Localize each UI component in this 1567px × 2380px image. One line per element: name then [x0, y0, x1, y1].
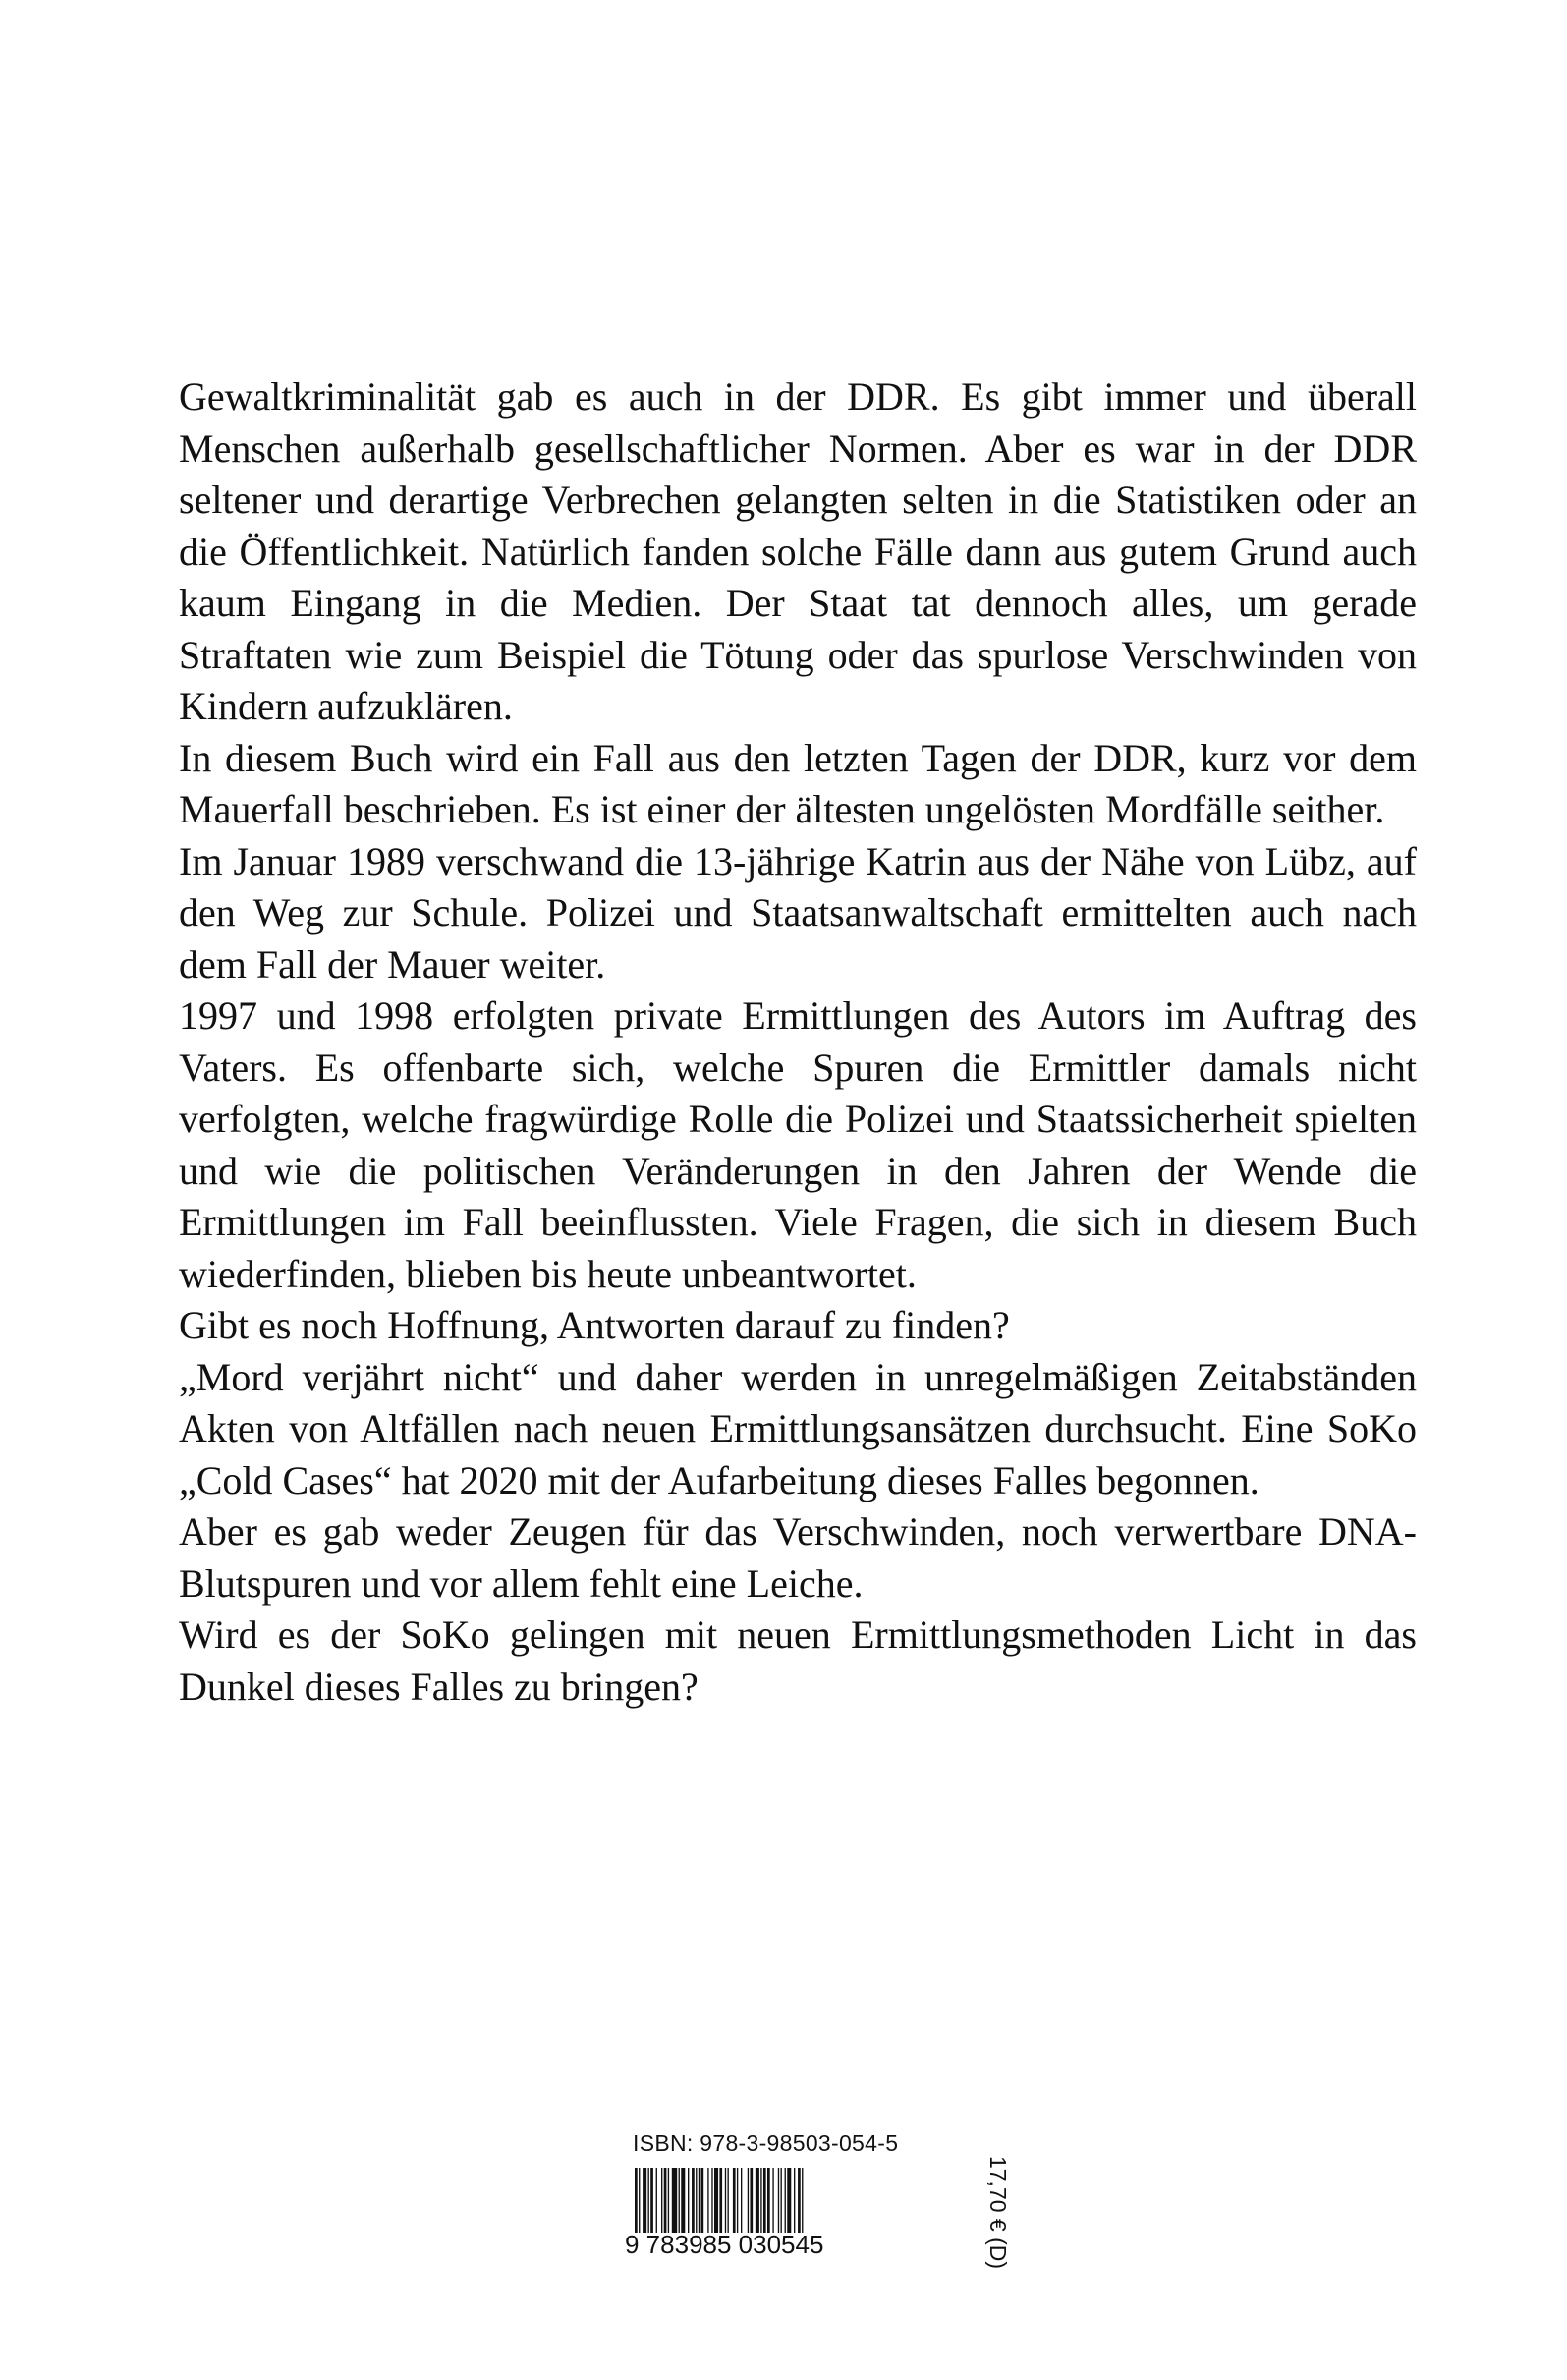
barcode-bar — [650, 2168, 653, 2233]
barcode-bar — [688, 2168, 689, 2233]
barcode-bar — [756, 2168, 759, 2233]
barcode-bar — [725, 2168, 726, 2233]
barcode-bar — [794, 2168, 795, 2233]
blurb-paragraph-3: Im Januar 1989 verschwand die 13-jährige Katrin aus der Nähe von Lübz, auf den Weg zur Schule. Polizei und Staatsanwaltschaft ermittelten auch nach dem Fall der Mauer weiter. — [179, 838, 1417, 987]
barcode-bar — [763, 2168, 766, 2233]
barcode-bar — [760, 2168, 761, 2233]
barcode-bar — [643, 2168, 646, 2233]
barcode-bar — [672, 2168, 677, 2233]
barcode-bar — [714, 2168, 718, 2233]
blurb-paragraph-4: 1997 und 1998 erfolgten private Ermittlungen des Autors im Auftrag des Vaters. Es offenbarte sich, welche Spuren die Ermittler damals nicht verfolgten, welche fragwürdige Rolle die Polizei und Staatssicherheit spielten und wie die politischen Veränderungen in den Jahren der Wende die Ermittlungen im Fall beeinflussten. Viele Fragen, die sich in diesem Buch wiederfinden, blieben bis heute unbeantwortet. — [179, 993, 1417, 1296]
barcode-bar — [787, 2168, 791, 2233]
barcode-bar — [733, 2168, 736, 2233]
barcode-bar — [707, 2168, 708, 2233]
barcode-bar — [696, 2168, 697, 2233]
barcode-bar — [748, 2168, 749, 2233]
barcode-bar — [699, 2168, 700, 2233]
barcode-bar — [778, 2168, 779, 2233]
barcode-bar — [661, 2168, 662, 2233]
barcode-bar — [679, 2168, 680, 2233]
barcode-bar — [785, 2168, 786, 2233]
barcode-bar — [701, 2168, 704, 2233]
barcode-bar — [737, 2168, 738, 2233]
barcode-bar — [767, 2168, 770, 2233]
barcode-bar — [750, 2168, 753, 2233]
isbn-barcode-block — [625, 2130, 949, 2278]
blurb-paragraph-8: Wird es der SoKo gelingen mit neuen Ermittlungsmethoden Licht in das Dunkel dieses Falles zu bringen? — [179, 1613, 1417, 1709]
barcode-bar — [656, 2168, 657, 2233]
barcode-bar — [692, 2168, 695, 2233]
barcode-bar — [711, 2168, 712, 2233]
barcode-bar — [798, 2168, 801, 2233]
barcode-bar — [728, 2168, 729, 2233]
barcode-bar — [741, 2168, 742, 2233]
barcode-bar — [639, 2168, 640, 2233]
barcode-bar — [781, 2168, 782, 2233]
barcode-icon — [635, 2168, 912, 2233]
barcode-bar — [681, 2168, 685, 2233]
barcode-bar — [664, 2168, 667, 2233]
barcode-bar — [719, 2168, 722, 2233]
price-label: 17,70 € (D) — [985, 2155, 1012, 2270]
back-cover-blurb — [179, 371, 1417, 1713]
barcode-bar — [635, 2168, 638, 2233]
barcode-bar — [772, 2168, 773, 2233]
isbn-label: ISBN: 978-3-98503-054-5 — [633, 2130, 899, 2156]
blurb-paragraph-6: „Mord verjährt nicht“ und daher werden in unregelmäßigen Zeitabständen Akten von Altfällen nach neuen Ermittlungsansätzen durchsucht. Eine SoKo „Cold Cases“ hat 2020 mit der Aufarbeitung dieses Falles begonnen. — [179, 1354, 1417, 1502]
barcode-bar — [668, 2168, 669, 2233]
blurb-paragraph-2: In diesem Buch wird ein Fall aus den letzten Tagen der DDR, kurz vor dem Mauerfall beschrieben. Es ist einer der ältesten ungelösten Mordfälle seither. — [179, 735, 1417, 831]
barcode-bar — [648, 2168, 649, 2233]
blurb-paragraph-5: Gibt es noch Hoffnung, Antworten darauf zu finden? — [179, 1303, 1010, 1347]
barcode-bar — [802, 2168, 803, 2233]
barcode-digits: 9 783985 030545 — [625, 2230, 824, 2259]
blurb-paragraph-1: Gewaltkriminalität gab es auch in der DDR. Es gibt immer und überall Menschen außerhalb gesellschaftlicher Normen. Aber es war in der DDR seltener und derartige Verbrechen gelangten selten in die Statistiken oder an die Öffentlichkeit. Natürlich fanden solche Fälle dann aus gutem Grund auch kaum Eingang in die Medien. Der Staat tat dennoch alles, um gerade Straftaten wie zum Beispiel die Tötung oder das spurlose Verschwinden von Kindern aufzuklären. — [179, 374, 1417, 728]
blurb-paragraph-7: Aber es gab weder Zeugen für das Verschwinden, noch verwertbare DNA-Blutspuren und vor allem fehlt eine Leiche. — [179, 1509, 1417, 1606]
